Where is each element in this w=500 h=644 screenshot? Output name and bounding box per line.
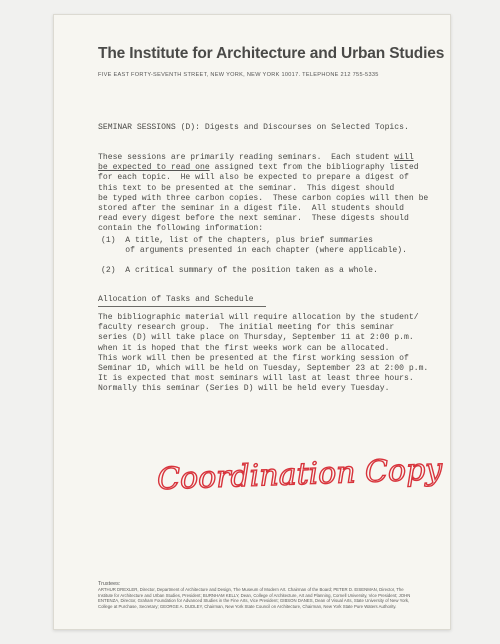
- trustees-heading: Trustees:: [98, 581, 121, 587]
- letterhead-title: The Institute for Architecture and Urban Studies: [98, 45, 445, 62]
- document-page: [53, 14, 451, 630]
- trustees-list: ARTHUR DREXLER, Director, Department of Architecture and Design, The Museum of Modern Art. Chairman of the Board; PETER D. EISENMAN, Director, The Institute for Architecture and Urban Studies, President; BURNHAM KELLY, Dean, College of Architecture, Art and Planning, Cornell University, Vice President; JOHN ENTENZA, Director, Graham Foundation for Advanced Studies in the Fine Arts, Vice President; GIBSON DANES, Dean of Visual Arts, State University of New York, College at Purchase, Secretary; GEORGE A. DUDLEY, Chairman, New York State Council on Architecture, Chairman, New York State Pure Waters Authority.: [98, 587, 411, 610]
- list-marker: (1): [101, 236, 116, 245]
- intro-line-2: assigned text from the bibliography listed: [209, 163, 419, 173]
- allocation-heading: Allocation of Tasks and Schedule: [98, 295, 254, 304]
- letterhead-address: FIVE EAST FORTY-SEVENTH STREET, NEW YORK, NEW YORK 10017. TELEPHONE 212 755-5335: [98, 72, 379, 78]
- intro-underlined-will: will: [394, 153, 414, 162]
- intro-rest: for each topic. He will also be expected to prepare a digest of this text to be presented at the seminar. This digest should be typed with three carbon copies. These carbon copies will then be stored after the seminar in a digest file. All students should read every digest before the next seminar. These digests should contain the following information:: [98, 173, 429, 234]
- list-item: [101, 266, 378, 276]
- list-text: A title, list of the chapters, plus brief summaries of arguments presented in each chapter (where applicable).: [125, 236, 407, 256]
- list-marker: (2): [101, 266, 116, 275]
- intro-line-1: These sessions are primarily reading seminars. Each student: [98, 153, 395, 162]
- list-text: A critical summary of the position taken as a whole.: [125, 266, 378, 275]
- allocation-paragraph: The bibliographic material will require allocation by the student/ faculty research group. The initial meeting for this seminar series (D) will take place on Thursday, September 11 at 2:00 p.m. when it is hoped that the first weeks work can be allocated. This work will then be presented at the first working session of Seminar 1D, which will be held on Tuesday, September 23 at 2:00 p.m. It is expected that most seminars will last at least three hours. Normally this seminar (Series D) will be held every Tuesday.: [98, 313, 429, 394]
- allocation-heading-rule: [98, 306, 266, 307]
- intro-paragraph: [98, 153, 428, 235]
- seminar-heading: SEMINAR SESSIONS (D): Digests and Discourses on Selected Topics.: [98, 123, 409, 132]
- list-item: [101, 236, 407, 256]
- stamp-text: Coordination Copy: [156, 452, 443, 498]
- intro-underlined-read-one: be expected to read one: [98, 163, 210, 173]
- coordination-copy-stamp: [149, 443, 443, 503]
